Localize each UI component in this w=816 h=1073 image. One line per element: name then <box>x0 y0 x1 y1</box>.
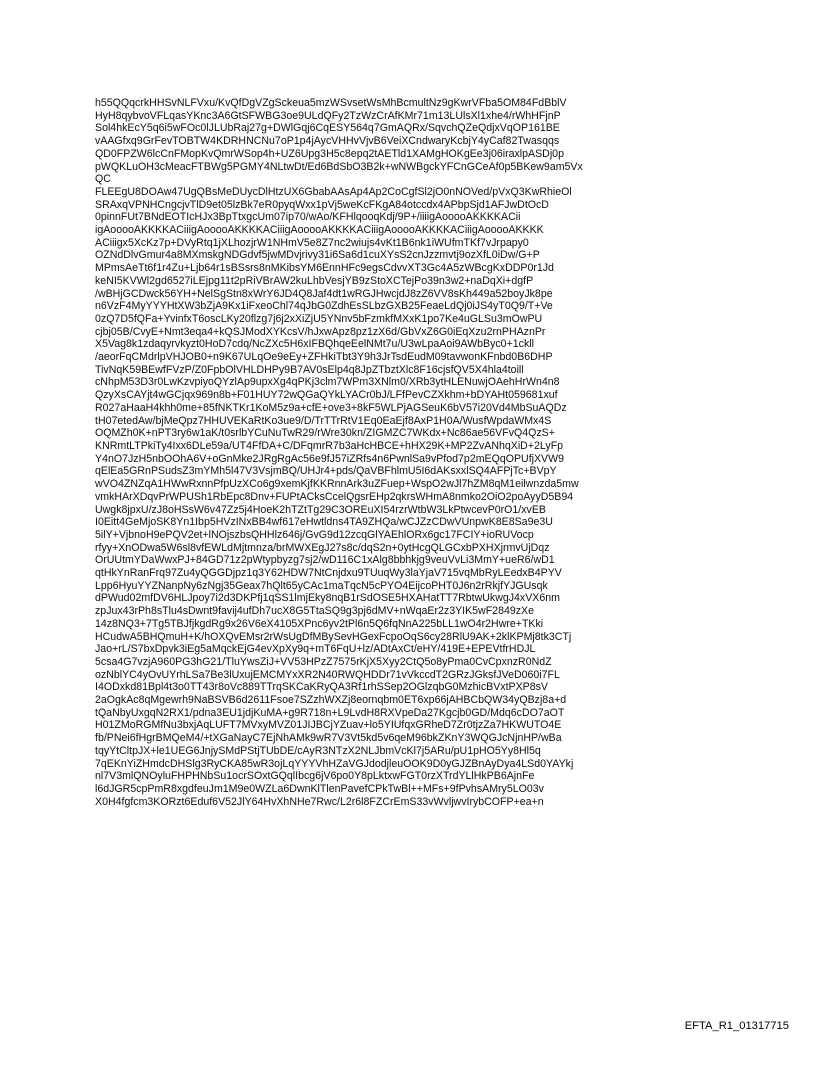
text-line: QD0FPZW6lcCnFMopKvQmrWSop4h+UZ6Upg3H5c8epq2tAETld1XAMgHOKgEe3j06iraxlpASDj0p <box>95 147 564 160</box>
text-line: fb/PNei6fHgrBMQeM4/+tXGaNayC7EjNhAMk9wR7V3Vt5kd5v6qeM96bkZKnY3WQGJcNjnHP/wBa <box>95 732 562 745</box>
text-line: 0zQ7D5fQFa+YvinfxT6oscLKy20flzg7j6j2xXiZjU5YNnv5bFzmkfMXxK1po7Ke4uGLSu3mOwPU <box>95 312 543 325</box>
text-line: Uwgk8jpxU/zJ8oHSsW6v47Zz5j4HoeK2hTZtTg29C3OREuXI54rzrWtbW3LkPtwcevP0rO1/xvEB <box>95 503 546 516</box>
text-line: qtHkYnRanFrq97Zu4yQGGDjpz1q3Y62HDW7NtCnjdxu9TUuqWy3laYjaV715vqMbRyLEedxB4PYV <box>95 567 562 580</box>
text-line: qElEa5GRnPSudsZ3mYMh5l47V3VsjmBQ/UHJr4+pds/QaVBFhlmU5I6dAKsxxlSQ4AFPjTc+BVpY <box>95 465 557 478</box>
text-line: keNI5KVWl2gd6527iLEjpg11t2pRiVBrAW2kuLhbVesjYB9zStoXCTejPo39n3w2+naDqXi+dgfP <box>95 274 534 287</box>
text-line: TivNqK59BEwfFVzP/Z0FpbOlVHLDHPy9B7AV0sElp4q8JpZTbztXlc8F16cjsfQV5X4hla4toill <box>95 363 524 376</box>
text-line: ACiiigx5XcKz7p+DVyRtq1jXLhozjrW1NHmV5e8Z7nc2wiujs4vKt1B6nk1iWUfmTKf7vJrpapy0 <box>95 236 529 249</box>
text-line: igAooooAKKKKACiiigAooooAKKKKACiiigAooooAKKKKACiiigAooooAKKKKACiiigAooooAKKKK <box>95 224 544 237</box>
text-line: l6dJGR5cpPmR8xgdfeuJm1M9e0WZLa6DwnKlTlenPavefCPkTwBl++MFs+9fPvhsAMry5LO03v <box>95 782 544 795</box>
text-line: /wBHjGCDwck56YH+NelSgStn8xWrY6JD4Q8Jaf4dt1wRGJHwcjdJ8zZ6VV8sKh449a52boyJk8pe <box>95 287 553 300</box>
text-line: nl7V3mlQNOyluFHPHNbSu1ocrSOxtGQqlIbcg6jV6po0Y8pLktxwFGT0rzXTrdYLlHkPB6AjnFe <box>95 770 535 783</box>
text-line: SRAxqVPNHCngcjvTlD9et05lzBk7eR0pyqWxx1pVj5weKcFKgA84otccdx4APbpSjd1AFJwDtOcD <box>95 198 549 211</box>
text-line: MPmsAeTt6f1r4Zu+Ljb64r1sBSsrs8nMKibsYM6EnnHFc9egsCdvvXT3Gc4A5zWBcgKxDDP0r1Jd <box>95 262 554 275</box>
text-line: H01ZMoRGMfNu3bxjAqLUFT7MVxyMVZ01JIJBCjYZuav+lo5YIUfqxGRheD7Zr0tjzZa7HKWUTO4E <box>95 719 562 732</box>
text-line: Y4nO7JzH5nbOOhA6V+oGnMke2JRgRgAc56e9fJ57iZRfs4n6PwnlSa9vPfod7p2mEQqOPUfjXVW9 <box>95 452 565 465</box>
text-line: pWQKLuOH3cMeacFTBWg5PGMY4NLtwDt/Ed6BdSbO3B2k+wNWBgckYFCnGCeAf0p5BKew9am5Vx <box>95 160 583 173</box>
text-line: Jao+rL/S7bxDpvk3iEg5aMqckEjG4evXpXy9q+mT6FqU+lz/ADtAxCt/eHY/419E+EPEVtfrHDJL <box>95 643 536 656</box>
text-line: 2aOgkAc8qMgewrh9NaBSVB6d2611Fsoe7SZzhWXZj8eornqbm0ET6xp66jAHBCbQW34yQBzj8a+d <box>95 694 567 707</box>
text-line: I0Eitt4GeMjoSK8Yn1Ibp5HVzINxBB4wf617eHwtldns4TA9ZHQa/wCJZzCDwVUnpwK8E8Sa9e3U <box>95 516 553 529</box>
text-line: OZNdDlvGmur4a8MXmskgNDGdvf5jwMDvjrivy31i6Sa6d1cuXYsS2cnJzzmvtj9ozXfL0iDw/G+P <box>95 249 540 262</box>
text-line: dPWud02mfDV6HLJpoy7i2d3DKPfj1qSS1lmjEky8nqB1rSdOSE5HXAHatTT7RbtwUkwgJ4xVX6nm <box>95 592 560 605</box>
text-line: KNRmtLTPkiTy4Ixx6DLe59a/UT4FfDA+C/DFqmrR7b3aHcHBCE+hHX29K+MP2ZvANhqXiD+2LyFp <box>95 439 564 452</box>
text-line: 5csa4G7vzjA960PG3hG21/TluYwsZiJ+VV53HPzZ7575rKjX5Xyy2CtQ5o8yPma0CvCpxnzR0NdZ <box>95 655 552 668</box>
text-line: X5Vag8k1zdaqyrvkyzt0HoD7cdq/NcZXc5H6xIFBQhqeEelNMt7u/U3wLpaAoi9AWbByc0+1ckll <box>95 338 534 351</box>
text-line: vmkHArXDqvPrWPUSh1RbEpc8Dnv+FUPtACksCcelQgsrEHp2qkrsWHmA8nmko2OiO2poAyyD5B94 <box>95 490 574 503</box>
text-line: tH07etedAw/bjMeQpz7HHUVEKaRtKo3ue9/D/TrTTrRtV1Eq0EaEjf8AxP1H0A/WusfWpdaWMx4S <box>95 414 552 427</box>
text-line: cNhpM53D3r0LwKzvpiyoQYzlAp9upxXg4qPKj3clm7WPm3XNlm0/XRb3ytHLENuwjOAehHrWn4n8 <box>95 376 560 389</box>
text-line: OQMZh0K+nPT3ry6w1aK/t0srlbYCuNuTwR29/rWre30kn/ZIGMZC7WKdx+Nc86ae56VFvQ4QzS+ <box>95 427 555 440</box>
text-line: 5ilY+VjbnoH9ePQV2et+lNOjszbsQHHlz646j/GvG9d12zcqGlYAEhlORx6gc17FCIY+ioRUVocp <box>95 528 534 541</box>
text-line: rfyy+XnODwa5W6sl8vfEWLdMjtmnza/brMWXEgJ27s8c/dqS2n+0ytHcgQLGCxbPXHXjrmvUjDqz <box>95 541 550 554</box>
text-line: Lpp6HyuYYZNanpNy6zNgj35Geax7hQlt65yCAc1maTqcN5cPYO4EijcoPHT0J6n2rRkjfYJGUsqk <box>95 579 548 592</box>
text-line: HCudwA5BHQmuH+K/hOXQvEMsr2rWsUgDfMBySevHGexFcpoOqS6cy28RlU9AK+2klKPMj8tk3CTj <box>95 630 572 643</box>
text-line: ozNblYC4yOvUYrhLSa7Be3lUxujEMCMYxXR2N40RWQHDDr71vVkccdT2GRzJGksfJVeD060i7FL <box>95 668 560 681</box>
encoded-text-block <box>95 97 775 808</box>
text-line: cjbj05B/CvyE+Nmt3eqa4+kQSJModXYKcsV/hJxwApz8pz1zX6d/GbVxZ6G0iEqXzu2rnPHAznPr <box>95 325 546 338</box>
text-line: tqyYtCltpJX+le1UEG6JnjySMdPStjTUbDE/cAyR3NTzX2NLJbmVcKl7j5ARu/pU1pHO5Yy8Hl5q <box>95 744 541 757</box>
text-line: QC <box>95 173 111 186</box>
document-id-label: EFTA_R1_01317715 <box>684 1020 789 1032</box>
text-line: R027aHaaH4khh0me+85fNKTKr1KoM5z9a+cfE+ove3+8kF5WLPjAGSeuK6bV57i20Vd4MbSuAQDz <box>95 401 567 414</box>
text-line: OrUUtmYDaWwxPJ+84GD71z2pWtypbyzg7sj2/wD116C1xAlg8bbhkjg9veuVvLi3MmY+ueR6/wD1 <box>95 554 555 567</box>
text-line: vAAGfxq9GrFevTOBTW4KDRHNCNu7oP1p4jAycVHHvVjvB6VeiXCndwaryKcbjY4yCaf82Twasqqs <box>95 135 560 148</box>
text-line: 0pinnFUt7BNdEOTIcHJx3BpTtxgcUm07ip70/wAo/KFHlqooqKdj/9P+/iiiigAooooAKKKKACii <box>95 211 521 224</box>
text-line: zpJux43rPh8sTlu4sDwnt9favij4ufDh7ucX8G5TtaSQ9g3pj6dMV+nWqaEr2z3YIK5wF2849zXe <box>95 605 534 618</box>
text-line: FLEEgU8DOAw47UgQBsMeDUycDlHtzUX6GbabAAsAp4Ap2CoCgfSl2jO0nNOVed/pVxQ3KwRhieOl <box>95 185 572 198</box>
text-line: 14z8NQ3+7Tg5TBJfjkgdRg9x26V6eX4105XPnc6yv2tPl6n5Q6fqNnA225bLL1wO4r2Hwre+TKki <box>95 617 544 630</box>
text-line: X0H4fgfcm3KORzt6Eduf6V52JlY64HvXhNHe7Rwc/L2r6l8FZCrEmS33vWvljwvIrybCOFP+ea+n <box>95 795 544 808</box>
text-line: n6VzF4MyYYYHtXW3bZjA9Kx1iFxeoChl74qJbG0ZdhEsSLbzGXB25FeaeLdQj0iJS4yT0Q9/T+Ve <box>95 300 553 313</box>
text-line: /aeorFqCMdrlpVHJOB0+n9K67ULqOe9eEy+ZFHkiTbt3Y9h3JrTsdEudM09tavwonKFnbd0B6DHP <box>95 351 553 364</box>
text-line: tQaNbyUxgqN2RX1/pdna3EU1jdjKuMA+g9R718n+L9LvdH8RXVpeDa27Kgcjb0GD/Mdq6cDO7aOT <box>95 706 565 719</box>
text-line: Sol4hkEcY5q6i5wFOc0lJLUbRaj27g+DWlGqj6CqESY564q7GmAQRx/SqvchQZeQdjxVqOP161BE <box>95 122 560 135</box>
text-line: I4ODxkd81Bpl4t3o0TT43r8oVc889TTrqSKCaKRyQA3Rf1rhSSep2OGlzqbG0MzhicBVxtPXP8sV <box>95 681 548 694</box>
text-line: 7qEKnYiZHmdcDHSlg3RyCKA85wR3ojLqYYYVhHZaVGJdodjleuOOK9D0yGJZBnAyDya4LSd0YAYkj <box>95 757 574 770</box>
text-line: QzyXsCAYjt4wGCjqx969n8b+F01HUY72wQGaQYkLYACr0bJ/LFfPevCZXkhm+bDYAHt059681xuf <box>95 389 558 402</box>
text-line: HyH8qybvoVFLqasYKnc3A6GtSFWBG3oe9ULdQFy2TzWzCrAfKMr71m13LUlsXl1xhe4/rWhHFjnP <box>95 109 561 122</box>
text-line: h55QQqcrkHHSvNLFVxu/KvQfDgVZgSckeua5mzWSvsetWsMhBcmultNz9gKwrVFba5OM84FdBblV <box>95 97 567 109</box>
text-line: wVO4ZNZqA1HWwRxnnPfpUzXCo6g9xemKjfKKRnnArk3uZFuep+WspO2wJl7hZM8qM1eilwnzda5mw <box>95 478 579 491</box>
